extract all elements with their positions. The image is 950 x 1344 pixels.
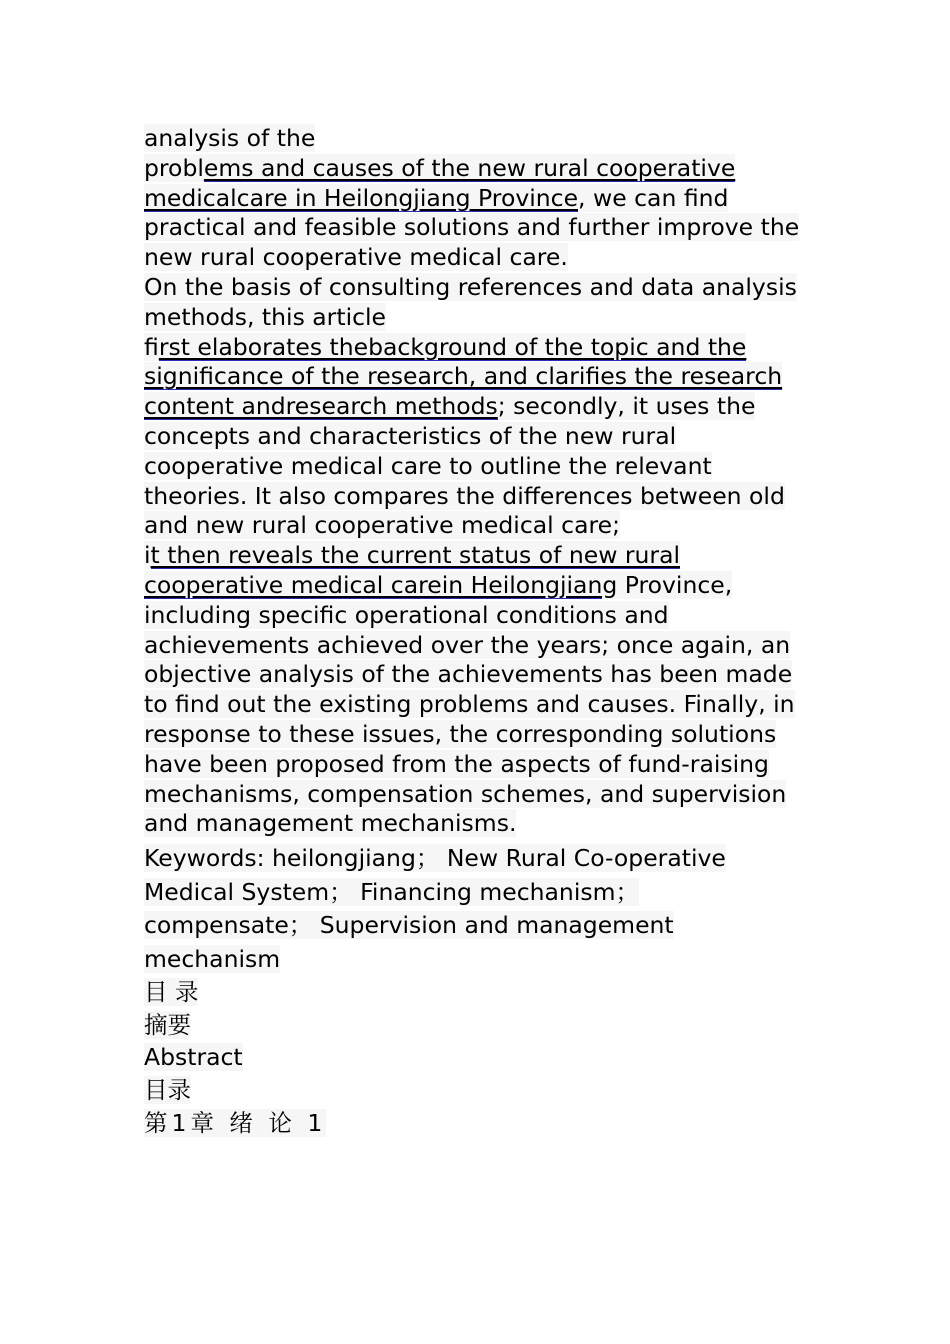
keywords-text: Keywords: heilongjiang； New Rural Co-operative Medical System； Financing mechanism； compensate； Supervision and management mechanism	[144, 844, 726, 973]
paragraph-problems-analysis	[144, 124, 814, 273]
keywords-line	[144, 842, 814, 976]
text-run: probl	[144, 153, 204, 182]
text-run: fi	[144, 332, 159, 361]
toc-item-contents[interactable]: 目录	[144, 1075, 191, 1104]
toc-heading: 目 录	[144, 978, 199, 1007]
toc-item-abstract-cn[interactable]: 摘要	[144, 1010, 191, 1039]
text-run: g Province, including specific operational conditions and achievements achieved over the years; once again, an objective analysis of the achievements has been made to find out the existing problems and causes. Finally, in response to these issues, the corresponding solutions have been proposed from the aspects of fund-raising mechanisms, compensation schemes, and supervision and management mechanisms.	[144, 570, 795, 838]
toc-section	[144, 976, 814, 1139]
text-run: ; secondly, it uses the concepts and characteristics of the new rural cooperative medical care to outline the relevant theories. It also compares the differences between old and new rural cooperative medical care;	[144, 392, 785, 540]
toc-item-abstract[interactable]: Abstract	[144, 1043, 243, 1072]
underlined-link-background[interactable]: rst elaborates thebackground of the topic and the significance of the research, and clarifies the research content andresearch methods	[144, 332, 783, 421]
line-text: analysis of the	[144, 124, 316, 152]
underlined-link-problems[interactable]: ems and causes of the new rural cooperative medicalcare in Heilongjiang Province	[144, 153, 736, 212]
text-run: On the basis of consulting references and data analysis methods, this article	[144, 272, 797, 331]
paragraph-methods	[144, 273, 814, 541]
paragraph-current-status	[144, 541, 814, 839]
underlined-link-status[interactable]: t then reveals the current status of new rural cooperative medical carein Heilongjian	[144, 541, 681, 599]
document-page	[144, 124, 814, 1139]
text-run: , we can find practical and feasible solutions and further improve the new rural cooperative medical care.	[144, 183, 800, 272]
toc-item-chapter1[interactable]: 第1章 绪 论 1	[144, 1108, 327, 1137]
text-run: i	[144, 541, 151, 570]
